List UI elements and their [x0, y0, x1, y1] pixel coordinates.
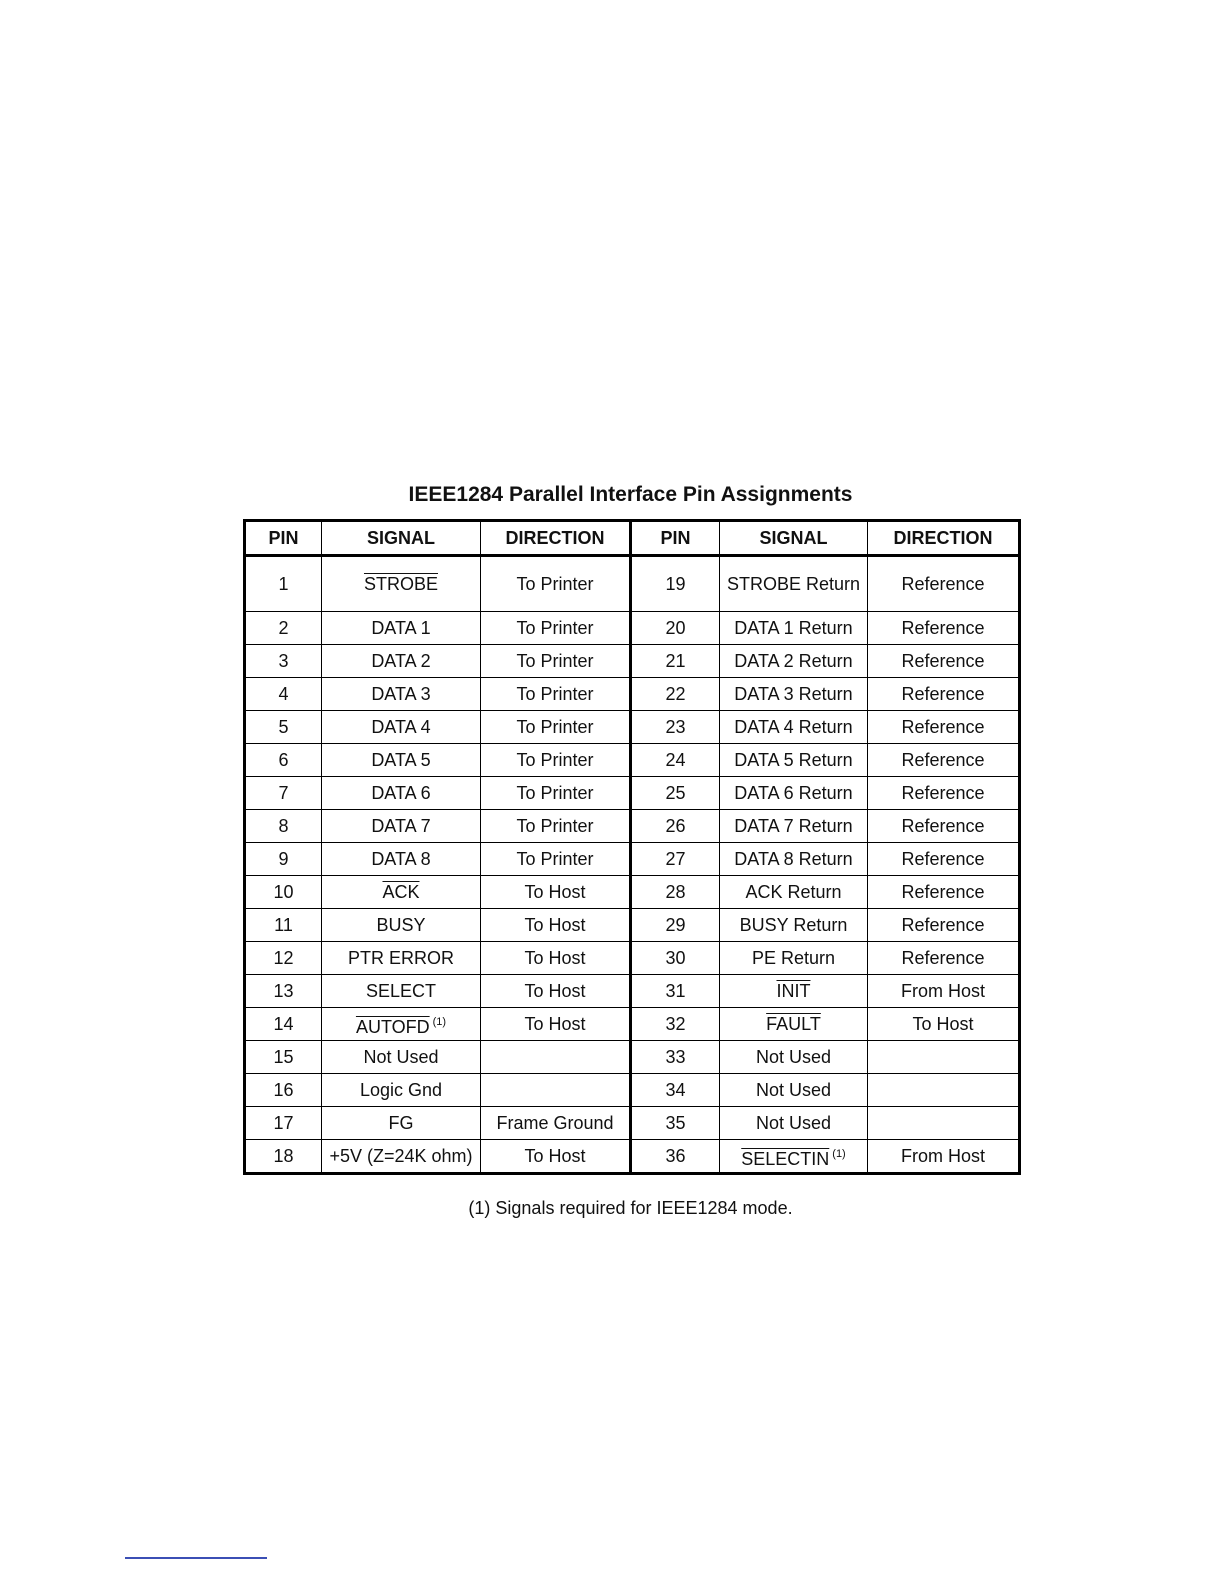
- signal-cell: [720, 1008, 868, 1041]
- signal-cell: [720, 909, 868, 942]
- signal-name: SELECT: [365, 981, 437, 1001]
- direction-cell: [868, 1041, 1020, 1074]
- signal-cell: [720, 876, 868, 909]
- header-direction: DIRECTION: [868, 521, 1020, 556]
- direction-cell: Frame Ground: [481, 1107, 631, 1140]
- direction-cell: To Host: [481, 876, 631, 909]
- signal-cell: [322, 678, 481, 711]
- signal-cell: [720, 1107, 868, 1140]
- signal-name: STROBE Return: [726, 574, 861, 594]
- footnote-separator: [125, 1557, 267, 1559]
- direction-cell: To Host: [481, 1140, 631, 1174]
- direction-cell: Reference: [868, 645, 1020, 678]
- signal-cell: [322, 744, 481, 777]
- table-body: [245, 556, 1020, 1174]
- signal-cell: [322, 556, 481, 612]
- pin-number-cell: 30: [631, 942, 720, 975]
- table-row: [245, 975, 1020, 1008]
- direction-cell: Reference: [868, 711, 1020, 744]
- table-row: [245, 1074, 1020, 1107]
- signal-cell: [720, 612, 868, 645]
- direction-cell: Reference: [868, 556, 1020, 612]
- pin-number-cell: 4: [245, 678, 322, 711]
- signal-name: DATA 2: [371, 651, 431, 671]
- signal-cell: [322, 1140, 481, 1174]
- signal-name: Not Used: [755, 1080, 832, 1100]
- direction-cell: To Printer: [481, 843, 631, 876]
- signal-name: +5V (Z=24K ohm): [329, 1146, 473, 1166]
- table-row: [245, 1041, 1020, 1074]
- direction-cell: To Host: [481, 942, 631, 975]
- pin-number-cell: 21: [631, 645, 720, 678]
- signal-cell: [322, 942, 481, 975]
- table-header-row: [245, 521, 1020, 556]
- pin-number-cell: 3: [245, 645, 322, 678]
- signal-name: Not Used: [755, 1113, 832, 1133]
- direction-cell: Reference: [868, 612, 1020, 645]
- table-row: [245, 1008, 1020, 1041]
- pin-number-cell: 31: [631, 975, 720, 1008]
- header-signal: SIGNAL: [322, 521, 481, 556]
- pin-number-cell: 17: [245, 1107, 322, 1140]
- header-pin: PIN: [245, 521, 322, 556]
- direction-cell: To Printer: [481, 645, 631, 678]
- signal-name: INIT: [776, 981, 811, 1001]
- direction-cell: To Host: [481, 975, 631, 1008]
- page-title: IEEE1284 Parallel Interface Pin Assignments: [408, 483, 853, 506]
- table-row: [245, 1140, 1020, 1174]
- direction-cell: Reference: [868, 876, 1020, 909]
- pin-number-cell: 8: [245, 810, 322, 843]
- pin-number-cell: 10: [245, 876, 322, 909]
- footnote-ref: (1): [432, 1015, 447, 1028]
- table-row: [245, 876, 1020, 909]
- signal-name: DATA 5 Return: [734, 750, 853, 770]
- signal-name: BUSY Return: [739, 915, 848, 935]
- signal-cell: [720, 1140, 868, 1174]
- pin-number-cell: 16: [245, 1074, 322, 1107]
- signal-name: SELECTIN: [741, 1148, 830, 1169]
- pin-number-cell: 23: [631, 711, 720, 744]
- direction-cell: [481, 1041, 631, 1074]
- signal-name: DATA 4: [371, 717, 431, 737]
- header-signal: SIGNAL: [720, 521, 868, 556]
- pin-number-cell: 19: [631, 556, 720, 612]
- signal-cell: [322, 810, 481, 843]
- signal-cell: [720, 843, 868, 876]
- signal-name: Not Used: [363, 1047, 439, 1067]
- signal-name: DATA 7: [371, 816, 431, 836]
- direction-cell: To Host: [481, 909, 631, 942]
- signal-name: $\overline{ACK}$: [382, 882, 420, 902]
- signal-name: DATA 6 Return: [734, 783, 853, 803]
- signal-name: DATA 1 Return: [734, 618, 853, 638]
- signal-name: DATA 1: [371, 618, 431, 638]
- pin-number-cell: 20: [631, 612, 720, 645]
- direction-cell: Reference: [868, 678, 1020, 711]
- table-row: [245, 645, 1020, 678]
- signal-name: STROBE: [363, 574, 438, 594]
- signal-name: Logic Gnd: [359, 1080, 443, 1100]
- table-row: [245, 612, 1020, 645]
- signal-name: DATA 5: [371, 750, 431, 770]
- signal-cell: [322, 1074, 481, 1107]
- signal-cell: [720, 744, 868, 777]
- pin-number-cell: 25: [631, 777, 720, 810]
- signal-name: DATA 8 Return: [734, 849, 853, 869]
- footnote: (1) Signals required for IEEE1284 mode.: [468, 1198, 793, 1218]
- signal-name: DATA 4 Return: [734, 717, 853, 737]
- signal-name: DATA 6: [371, 783, 431, 803]
- signal-cell: [322, 843, 481, 876]
- signal-cell: [322, 711, 481, 744]
- pin-number-cell: 7: [245, 777, 322, 810]
- signal-cell: [322, 612, 481, 645]
- pin-number-cell: 2: [245, 612, 322, 645]
- pin-number-cell: 15: [245, 1041, 322, 1074]
- direction-cell: To Printer: [481, 711, 631, 744]
- pin-number-cell: 12: [245, 942, 322, 975]
- direction-cell: To Printer: [481, 810, 631, 843]
- signal-name: PTR ERROR: [347, 948, 454, 968]
- signal-name: DATA 3: [371, 684, 431, 704]
- pin-number-cell: 9: [245, 843, 322, 876]
- pin-number-cell: 22: [631, 678, 720, 711]
- signal-name: DATA 7 Return: [734, 816, 853, 836]
- pin-number-cell: 35: [631, 1107, 720, 1140]
- direction-cell: To Printer: [481, 556, 631, 612]
- pin-number-cell: 14: [245, 1008, 322, 1041]
- pin-number-cell: 34: [631, 1074, 720, 1107]
- signal-cell: [720, 942, 868, 975]
- table-row: [245, 843, 1020, 876]
- signal-cell: [322, 909, 481, 942]
- direction-cell: To Host: [868, 1008, 1020, 1041]
- signal-cell: [720, 645, 868, 678]
- pin-number-cell: 13: [245, 975, 322, 1008]
- signal-cell: [322, 1041, 481, 1074]
- footnote-ref: (1): [832, 1147, 846, 1160]
- pin-number-cell: 27: [631, 843, 720, 876]
- pin-number-cell: 18: [245, 1140, 322, 1174]
- direction-cell: Reference: [868, 810, 1020, 843]
- signal-cell: [322, 975, 481, 1008]
- pin-number-cell: 36: [631, 1140, 720, 1174]
- signal-cell: [322, 876, 481, 909]
- signal-cell: [720, 777, 868, 810]
- signal-name: PE Return: [751, 948, 836, 968]
- pin-number-cell: 5: [245, 711, 322, 744]
- table-row: [245, 942, 1020, 975]
- pin-assignment-table: [243, 519, 1021, 1175]
- direction-cell: From Host: [868, 1140, 1020, 1174]
- signal-cell: [720, 810, 868, 843]
- pin-number-cell: 11: [245, 909, 322, 942]
- direction-cell: Reference: [868, 909, 1020, 942]
- direction-cell: From Host: [868, 975, 1020, 1008]
- signal-cell: [720, 678, 868, 711]
- signal-name: FAULT: [766, 1014, 821, 1034]
- signal-cell: [720, 975, 868, 1008]
- signal-cell: [720, 1074, 868, 1107]
- signal-name: DATA 3 Return: [734, 684, 853, 704]
- pin-number-cell: 24: [631, 744, 720, 777]
- signal-name: DATA 2 Return: [734, 651, 853, 671]
- direction-cell: To Printer: [481, 678, 631, 711]
- table-row: [245, 711, 1020, 744]
- pin-number-cell: 33: [631, 1041, 720, 1074]
- signal-name: Not Used: [755, 1047, 832, 1067]
- direction-cell: To Host: [481, 1008, 631, 1041]
- signal-name: BUSY: [376, 915, 426, 935]
- header-pin: PIN: [631, 521, 720, 556]
- direction-cell: [868, 1074, 1020, 1107]
- header-direction: DIRECTION: [481, 521, 631, 556]
- signal-name: DATA 8: [371, 849, 431, 869]
- signal-cell: [322, 645, 481, 678]
- table-row: [245, 744, 1020, 777]
- signal-cell: [322, 777, 481, 810]
- signal-name: FG: [388, 1113, 414, 1133]
- direction-cell: To Printer: [481, 744, 631, 777]
- table-row: [245, 810, 1020, 843]
- table-row: [245, 909, 1020, 942]
- table-row: [245, 1107, 1020, 1140]
- pin-number-cell: 29: [631, 909, 720, 942]
- signal-name: ACK Return: [745, 882, 842, 902]
- direction-cell: [481, 1074, 631, 1107]
- table-row: [245, 678, 1020, 711]
- direction-cell: Reference: [868, 744, 1020, 777]
- direction-cell: [868, 1107, 1020, 1140]
- pin-number-cell: 6: [245, 744, 322, 777]
- pin-number-cell: 1: [245, 556, 322, 612]
- signal-cell: [322, 1107, 481, 1140]
- signal-cell: [720, 1041, 868, 1074]
- direction-cell: Reference: [868, 942, 1020, 975]
- signal-name: AUTOFD: [355, 1016, 430, 1037]
- direction-cell: To Printer: [481, 612, 631, 645]
- table-row: [245, 777, 1020, 810]
- direction-cell: Reference: [868, 777, 1020, 810]
- pin-number-cell: 26: [631, 810, 720, 843]
- direction-cell: To Printer: [481, 777, 631, 810]
- table-row: [245, 556, 1020, 612]
- signal-cell: [322, 1008, 481, 1041]
- signal-cell: [720, 711, 868, 744]
- pin-number-cell: 32: [631, 1008, 720, 1041]
- pin-number-cell: 28: [631, 876, 720, 909]
- direction-cell: Reference: [868, 843, 1020, 876]
- signal-cell: [720, 556, 868, 612]
